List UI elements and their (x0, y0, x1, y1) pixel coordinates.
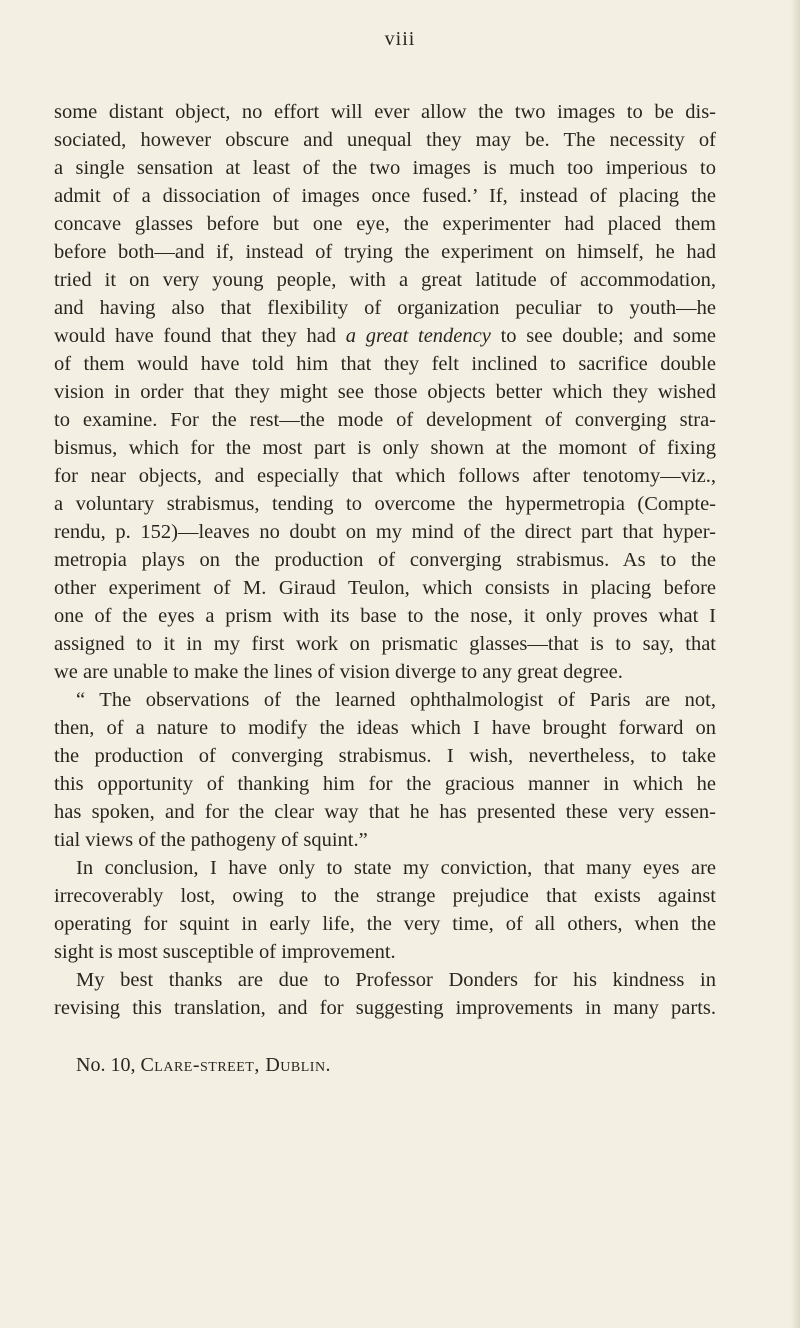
text-run: to see double; and some (490, 325, 716, 347)
text-line: My best thanks are due to Professor Donders for his kindness in (76, 969, 716, 991)
text-line: admit of a dissociation of images once fused.’ If, instead of placing the (54, 185, 716, 207)
text-line: tial views of the pathogeny of squint.” (54, 829, 368, 851)
text-line: has spoken, and for the clear way that he has presented these very essen- (54, 801, 716, 823)
text-line: assigned to it in my first work on prismatic glasses—that is to say, that (54, 633, 716, 655)
text-line: revising this translation, and for suggesting improvements in many parts. (54, 997, 716, 1019)
text-run: would have found that they had (54, 325, 346, 347)
page-edge-shadow (790, 0, 800, 1328)
text-line: to examine. For the rest—the mode of development of converging stra- (54, 409, 716, 431)
text-line: tried it on very young people, with a great latitude of accommodation, (54, 269, 716, 291)
text-line: of them would have told him that they felt inclined to sacrifice double (54, 353, 716, 375)
text-line: bismus, which for the most part is only shown at the momont of fixing (54, 437, 716, 459)
text-line: other experiment of M. Giraud Teulon, which consists in placing before (54, 577, 716, 599)
text-line: “ The observations of the learned ophthalmologist of Paris are not, (76, 689, 716, 711)
text-line: vision in order that they might see those objects better which they wished (54, 381, 716, 403)
text-line-emphasis (54, 324, 716, 348)
page-number: viii (384, 28, 416, 50)
text-line: operating for squint in early life, the very time, of all others, when the (54, 913, 716, 935)
text-line: and having also that flexibility of organization peculiar to youth—he (54, 297, 716, 319)
text-line: the production of converging strabismus. I wish, nevertheless, to take (54, 745, 716, 767)
text-line: a voluntary strabismus, tending to overcome the hypermetropia (Compte- (54, 493, 716, 515)
text-line: one of the eyes a prism with its base to the nose, it only proves what I (54, 605, 716, 627)
text-line: In conclusion, I have only to state my conviction, that many eyes are (76, 857, 716, 879)
printer-address (76, 1053, 331, 1077)
text-line: irrecoverably lost, owing to the strange prejudice that exists against (54, 885, 716, 907)
text-line: metropia plays on the production of converging strabismus. As to the (54, 549, 716, 571)
text-line: concave glasses before but one eye, the experimenter had placed them (54, 213, 716, 235)
address-number: No. 10, (76, 1054, 136, 1076)
text-line: rendu, p. 152)—leaves no doubt on my mind of the direct part that hyper- (54, 521, 716, 543)
address-street: Clare-street, Dublin. (140, 1054, 332, 1076)
text-line: we are unable to make the lines of vision diverge to any great degree. (54, 661, 623, 683)
text-line: some distant object, no effort will ever allow the two images to be dis- (54, 101, 716, 123)
text-line: sociated, however obscure and unequal they may be. The necessity of (54, 129, 716, 151)
text-line: before both—and if, instead of trying the experiment on himself, he had (54, 241, 716, 263)
text-line: then, of a nature to modify the ideas which I have brought forward on (54, 717, 716, 739)
text-line: this opportunity of thanking him for the gracious manner in which he (54, 773, 716, 795)
text-line: sight is most susceptible of improvement. (54, 941, 396, 963)
text-line: a single sensation at least of the two images is much too imperious to (54, 157, 716, 179)
text-line: for near objects, and especially that which follows after tenotomy—viz., (54, 465, 716, 487)
italic-phrase: a great tendency (345, 325, 491, 347)
